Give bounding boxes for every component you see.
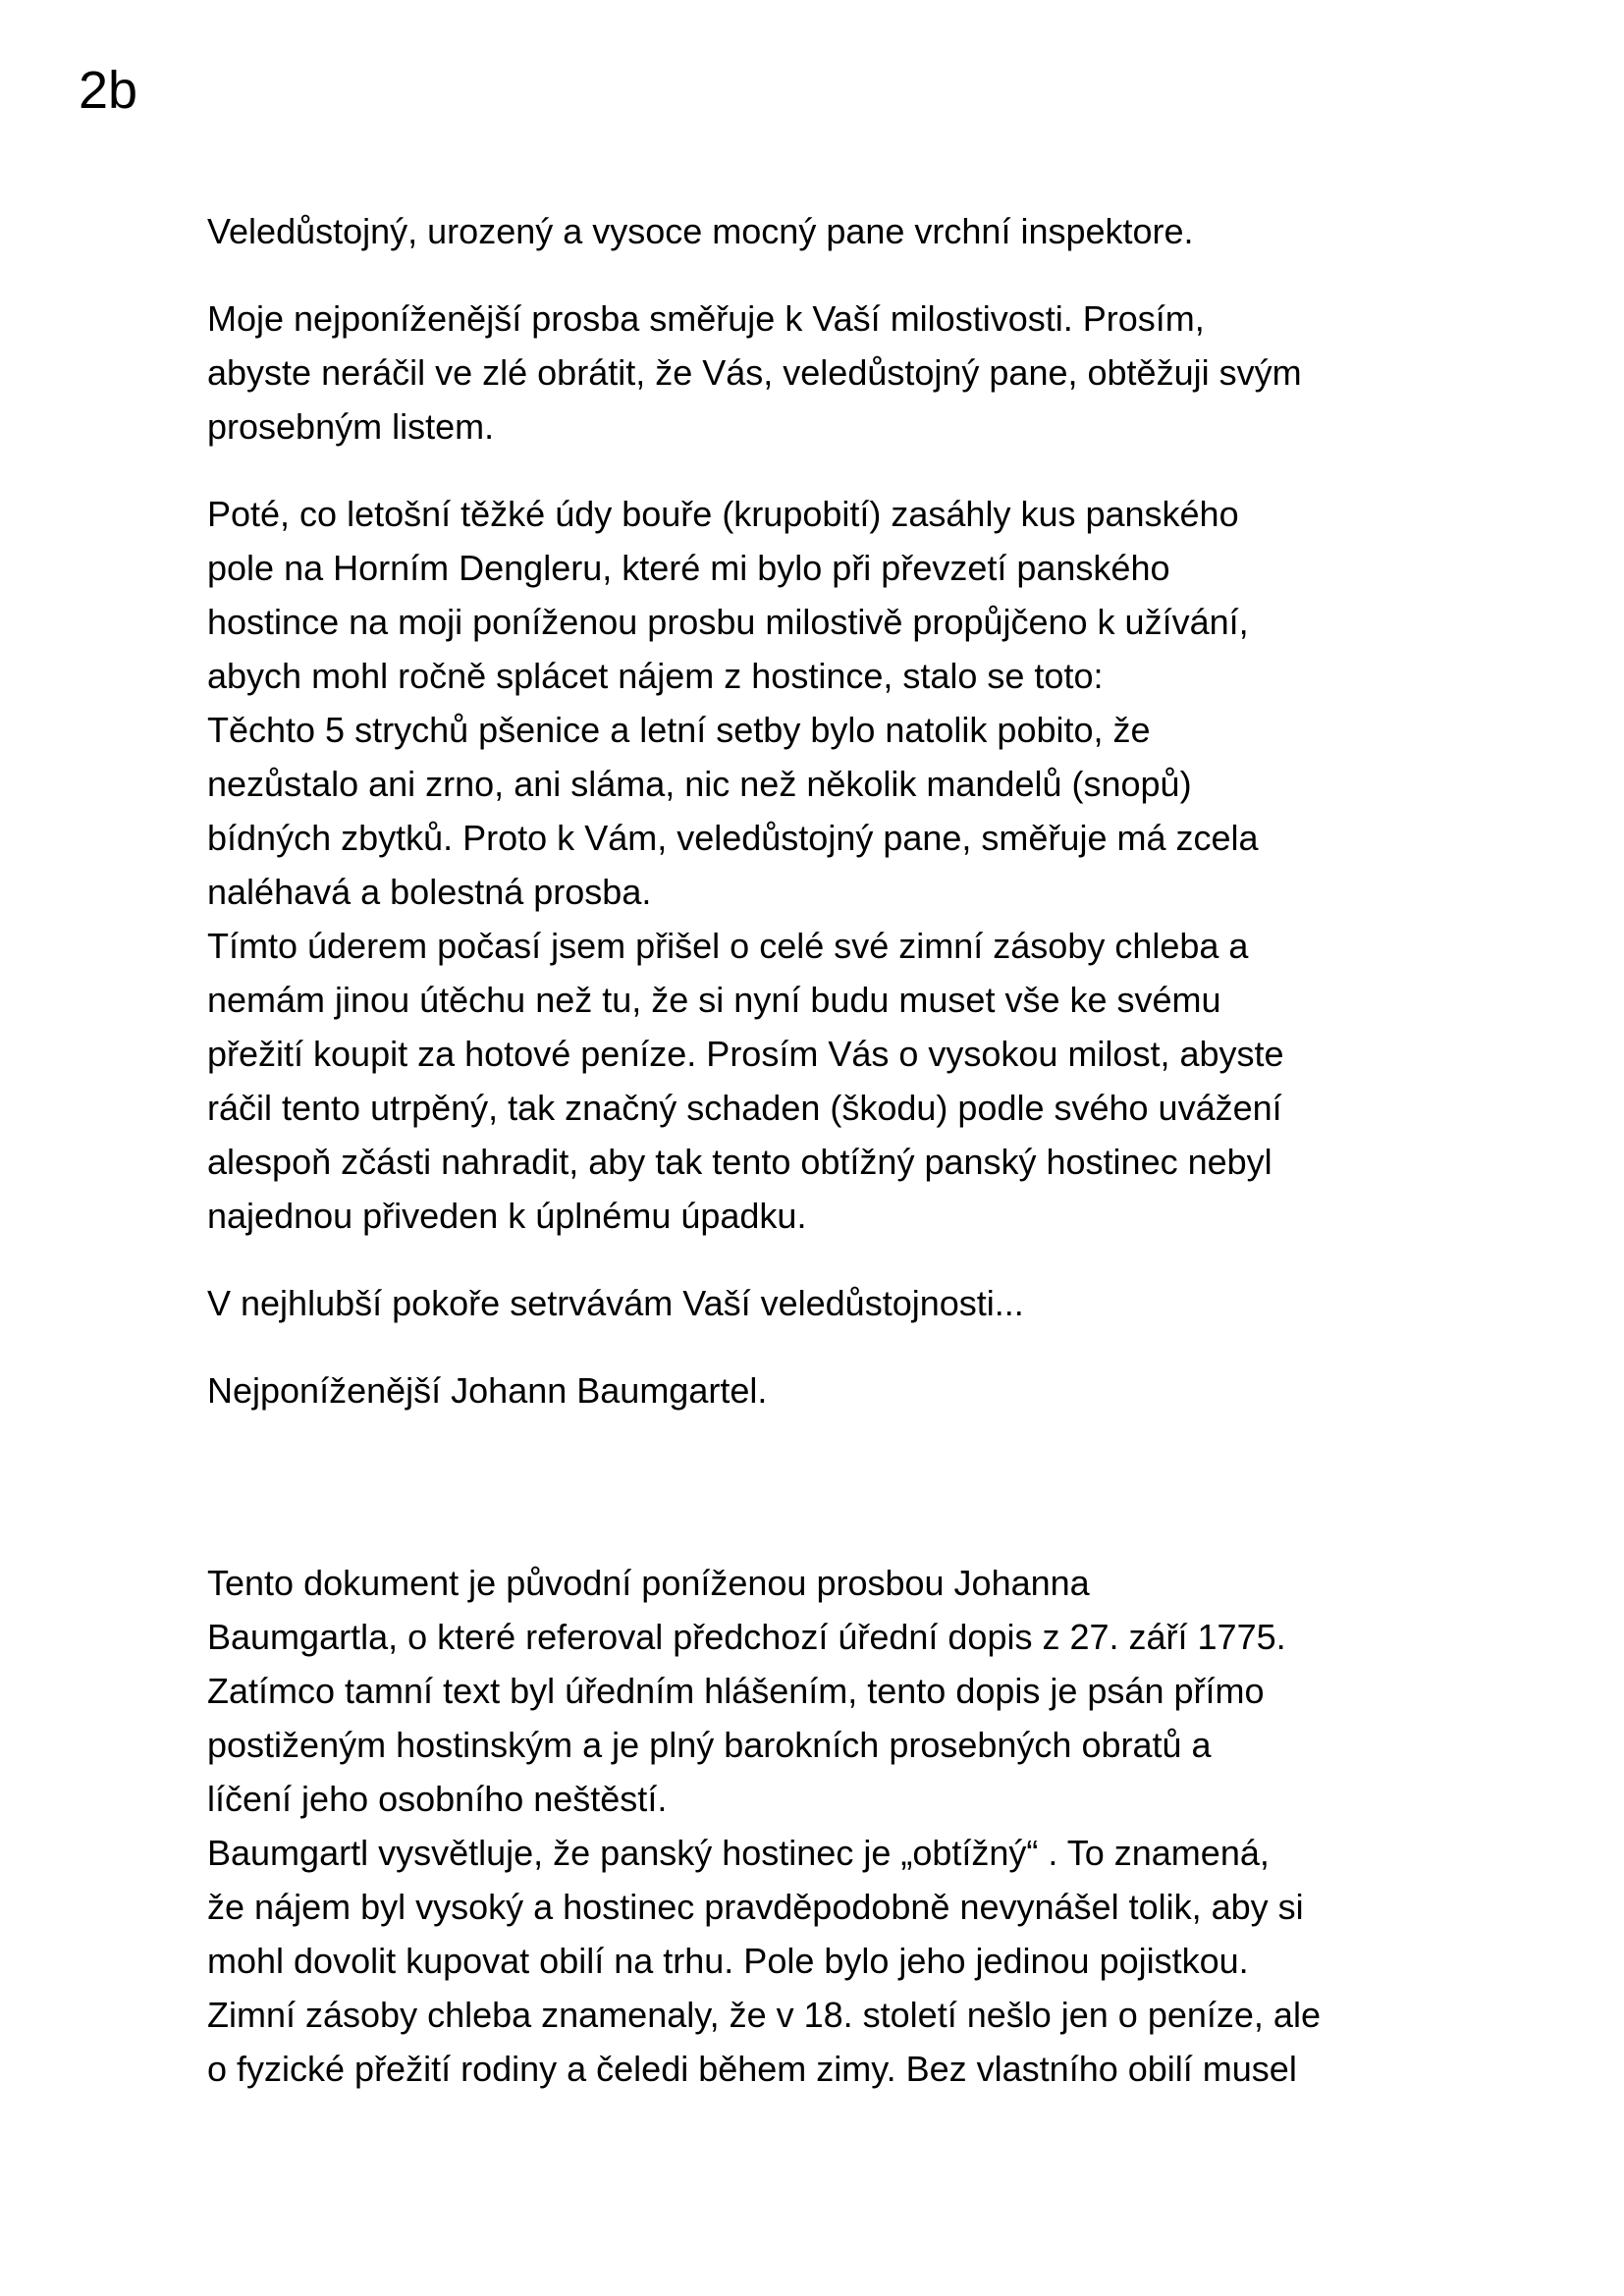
text-line: že nájem byl vysoký a hostinec pravděpodobně nevynášel tolik, aby si [207,1887,1304,1927]
text-line: postiženým hostinským a je plný barokních prosebných obratů a [207,1725,1212,1765]
text-line: nemám jinou útěchu než tu, že si nyní budu muset vše ke svému [207,980,1221,1020]
text-line: o fyzické přežití rodiny a čeledi během zimy. Bez vlastního obilí musel [207,2049,1297,2089]
text-line: nezůstalo ani zrno, ani sláma, nic než několik mandelů (snopů) [207,764,1192,804]
text-line: bídných zbytků. Proto k Vám, veledůstojný pane, směřuje má zcela [207,818,1259,858]
document-body [207,204,1474,2096]
text-line: naléhavá a bolestná prosba. [207,872,652,912]
main-paragraph [207,487,1474,1243]
signature-line [207,1363,1474,1417]
text-line: Zatímco tamní text byl úředním hlášením, tento dopis je psán přímo [207,1671,1265,1711]
closing-formula [207,1276,1474,1330]
text-line: Těchto 5 strychů pšenice a letní setby bylo natolik pobito, že [207,710,1151,750]
text-line: Tento dokument je původní poníženou prosbou Johanna [207,1563,1090,1603]
text-line: Nejponíženější Johann Baumgartel. [207,1370,768,1411]
text-line: Poté, co letošní těžké údy bouře (krupobití) zasáhly kus panského [207,494,1239,534]
text-line: Tímto úderem počasí jsem přišel o celé své zimní zásoby chleba a [207,926,1249,966]
text-line: hostince na moji poníženou prosbu milostivě propůjčeno k užívání, [207,602,1249,642]
text-line: alespoň zčásti nahradit, aby tak tento obtížný panský hostinec nebyl [207,1142,1272,1182]
text-line: líčení jeho osobního neštěstí. [207,1779,668,1819]
opening-paragraph [207,292,1474,454]
text-line: Baumgartla, o které referoval předchozí úřední dopis z 27. září 1775. [207,1617,1286,1657]
text-line: V nejhlubší pokoře setrvávám Vaší veledůstojnosti... [207,1283,1024,1323]
text-line: mohl dovolit kupovat obilí na trhu. Pole bylo jeho jedinou pojistkou. [207,1941,1249,1981]
text-line: abych mohl ročně splácet nájem z hostince, stalo se toto: [207,656,1104,696]
text-line: prosebným listem. [207,406,495,447]
text-line: pole na Horním Dengleru, které mi bylo při převzetí panského [207,548,1170,588]
text-line: najednou přiveden k úplnému úpadku. [207,1196,807,1236]
page-label: 2b [79,61,138,120]
text-line: Moje nejponíženější prosba směřuje k Vaší milostivosti. Prosím, [207,298,1205,339]
commentary-paragraph [207,1556,1474,2096]
text-line: abyste neráčil ve zlé obrátit, že Vás, veledůstojný pane, obtěžuji svým [207,352,1302,393]
text-line: ráčil tento utrpěný, tak značný schaden (škodu) podle svého uvážení [207,1088,1282,1128]
text-line: přežití koupit za hotové peníze. Prosím Vás o vysokou milost, abyste [207,1034,1284,1074]
text-line: Zimní zásoby chleba znamenaly, že v 18. století nešlo jen o peníze, ale [207,1995,1321,2035]
text-line: Veledůstojný, urozený a vysoce mocný pane vrchní inspektore. [207,211,1194,251]
salutation [207,204,1474,258]
text-line: Baumgartl vysvětluje, že panský hostinec je „obtížný“ . To znamená, [207,1833,1270,1873]
